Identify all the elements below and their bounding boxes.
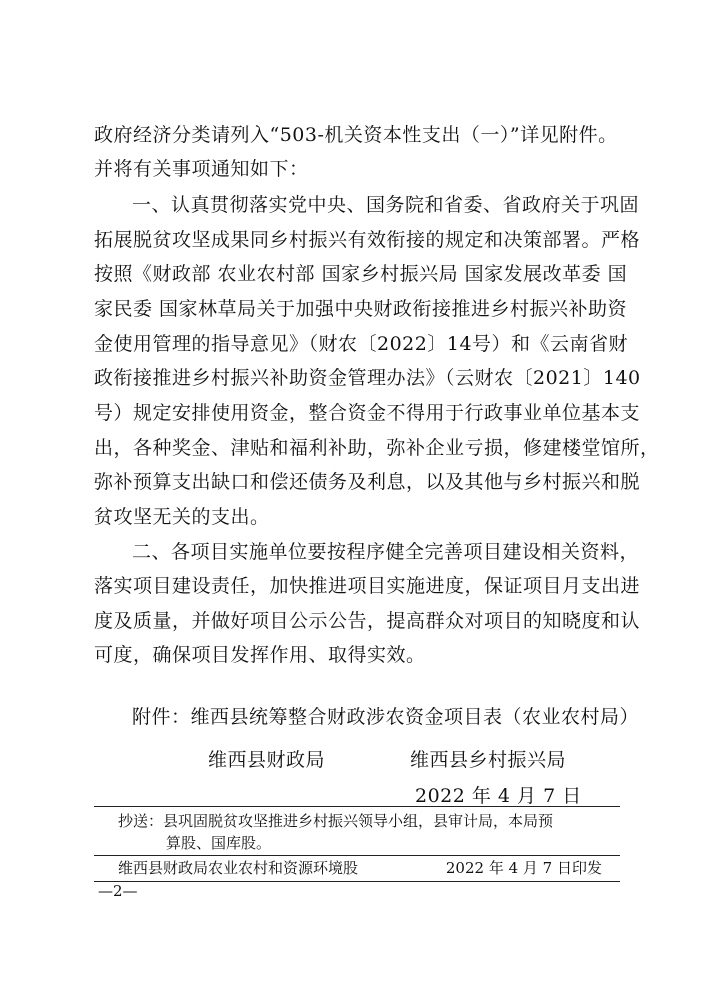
cc-line-2: 算股、国库股。 (166, 834, 272, 852)
page-number: —2— (98, 882, 138, 900)
body-line-9: 号）规定安排使用资金，整合资金不得用于行政事业单位基本支 (94, 402, 641, 424)
body-line-2: 并将有关事项通知如下： (94, 158, 309, 180)
body-line-16: 可度，确保项目发挥作用、取得实效。 (94, 644, 426, 666)
body-line-14: 落实项目建设责任，加快推进项目实施进度，保证项目月支出进 (94, 575, 641, 597)
divider-middle (94, 855, 620, 856)
issuer-row (118, 857, 602, 879)
signature-date: 2022 年 4 月 7 日 (415, 785, 582, 807)
body-line-6: 家民委 国家林草局关于加强中央财政衔接推进乡村振兴补助资 (94, 298, 628, 320)
issuer-office: 维西县财政局农业农村和资源环境股 (118, 859, 359, 877)
cc-line-1: 抄送：县巩固脱贫攻坚推进乡村振兴领导小组，县审计局，本局预 (118, 812, 554, 830)
signer-finance-bureau: 维西县财政局 (208, 749, 326, 771)
attachment-note: 附件：维西县统筹整合财政涉农资金项目表（农业农村局） (132, 706, 640, 728)
body-line-4: 拓展脱贫攻坚成果同乡村振兴有效衔接的规定和决策部署。严格 (94, 229, 641, 251)
body-line-15: 度及质量，并做好项目公示公告，提高群众对项目的知晓度和认 (94, 610, 641, 632)
issue-date: 2022 年 4 月 7 日印发 (445, 859, 602, 877)
body-line-7: 金使用管理的指导意见》（财农〔2022〕14号）和《云南省财 (94, 333, 629, 355)
body-line-5: 按照《财政部 农业农村部 国家乡村振兴局 国家发展改革委 国 (94, 263, 628, 285)
body-line-1: 政府经济分类请列入“503-机关资本性支出（一）”详见附件。 (94, 124, 618, 146)
body-line-10: 出，各种奖金、津贴和福利补助，弥补企业亏损，修建楼堂馆所， (94, 437, 660, 459)
body-line-3: 一、认真贯彻落实党中央、国务院和省委、省政府关于巩固 (132, 194, 640, 216)
divider-top (94, 806, 620, 807)
body-line-8: 政衔接推进乡村振兴补助资金管理办法》（云财农〔2021〕140 (94, 367, 641, 389)
divider-bottom (94, 881, 620, 882)
body-line-12: 贫攻坚无关的支出。 (94, 506, 270, 528)
body-line-11: 弥补预算支出缺口和偿还债务及利息，以及其他与乡村振兴和脱 (94, 471, 641, 493)
body-line-13: 二、各项目实施单位要按程序健全完善项目建设相关资料， (132, 541, 640, 563)
signer-rural-revitalization-bureau: 维西县乡村振兴局 (410, 749, 567, 771)
